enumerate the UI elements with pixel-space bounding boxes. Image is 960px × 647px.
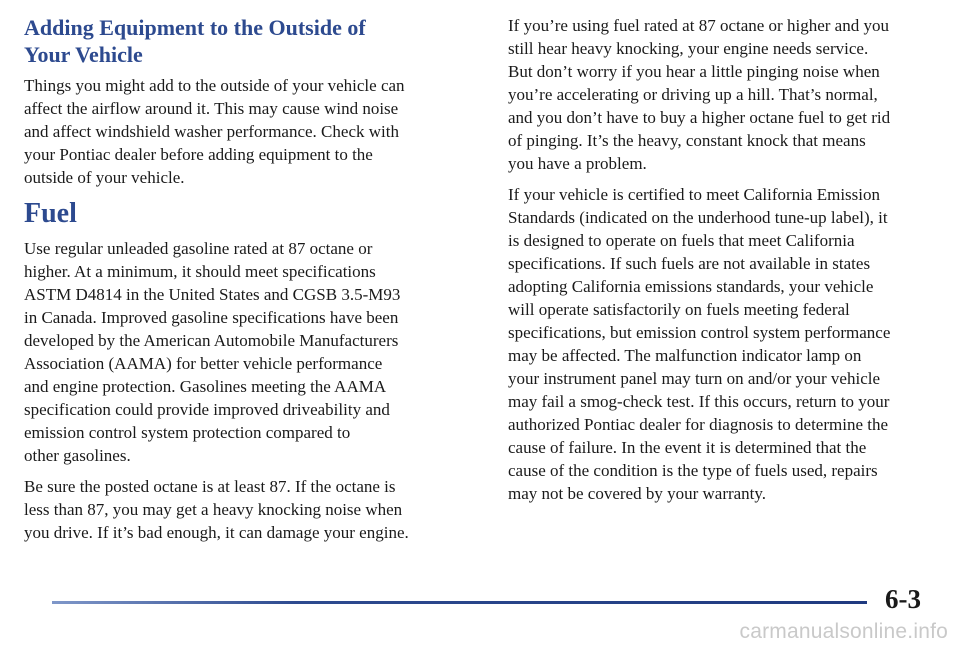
fuel-heading: Fuel [24,198,77,229]
california-paragraph: If your vehicle is certified to meet California Emission Standards (indicated on the underhood tune-up label), it is designed to operate on fuels that meet California specifications. If such fuels are not available in states adopting California emissions standards, your vehicle will operate satisfactorily on fuels meeting federal specifications, but emission control system performance may be affected. The malfunction indicator lamp on your instrument panel may turn on and/or your vehicle may fail a smog-check test. If this occurs, return to your authorized Pontiac dealer for diagnosis to determine the cause of failure. In the event it is determined that the cause of the condition is the type of fuels used, repairs may not be covered by your warranty. [508,185,891,503]
footer-rule [52,601,867,604]
watermark-text: carmanualsonline.info [739,620,948,643]
page-number: 6-3 [885,584,921,614]
fuel-paragraph-1: Use regular unleaded gasoline rated at 87 octane or higher. At a minimum, it should meet specifications ASTM D4814 in the United States and CGSB 3.5-M93 in Canada. Improved gasoline specifications have been developed by the American Automobile Manufacturers Association (AAMA) for better vehicle performance and engine protection. Gasolines meeting the AAMA specification could provide improved driveability and emission control system protection compared to other gasolines. [24,239,401,465]
right-column [508,14,938,513]
equipment-paragraph: Things you might add to the outside of your vehicle can affect the airflow around it. This may cause wind noise and affect windshield washer performance. Check with your Pontiac dealer before adding equipment to the outside of your vehicle. [24,76,405,187]
left-column [24,14,486,552]
equipment-heading: Adding Equipment to the Outside of Your Vehicle [24,15,366,67]
knocking-paragraph: If you’re using fuel rated at 87 octane or higher and you still hear heavy knocking, your engine needs service. But don’t worry if you hear a little pinging noise when you’re accelerating or driving up a hill. That’s normal, and you don’t have to buy a higher octane fuel to get rid of pinging. It’s the heavy, constant knock that means you have a problem. [508,16,891,173]
fuel-paragraph-2: Be sure the posted octane is at least 87. If the octane is less than 87, you may get a heavy knocking noise when you drive. If it’s bad enough, it can damage your engine. [24,477,409,542]
